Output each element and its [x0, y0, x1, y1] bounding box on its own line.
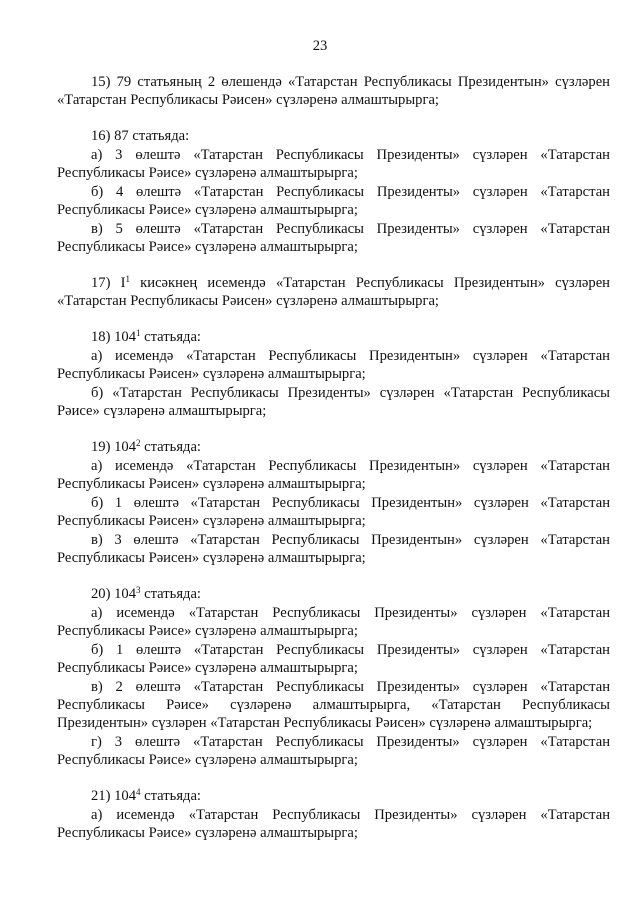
page-body [57, 73, 610, 843]
item-17-text: кисәкнең исемендә «Татарстан Республикасы Президентын» сүзләрен «Татарстан Республикасы Рәисен» сүзләренә алмаштырырга; [57, 275, 610, 309]
item-17-superscript: 1 [125, 274, 130, 284]
item-18-text: статьяда: [140, 329, 201, 345]
item-16a: а) 3 өлештә «Татарстан Республикасы Президенты» сүзләрен «Татарстан Республикасы Рәисе» сүзләренә алмаштырырга; [57, 147, 610, 181]
item-19-heading [57, 438, 610, 456]
item-21-superscript: 4 [136, 787, 141, 797]
item-18-heading [57, 328, 610, 346]
item-21a: а) исемендә «Татарстан Республикасы Президенты» сүзләрен «Татарстан Республикасы Рәисе» сүзләренә алмаштырырга; [57, 807, 610, 841]
item-19-number: 19) 104 [91, 439, 136, 455]
item-18-number: 18) 104 [91, 329, 136, 345]
item-19-superscript: 2 [136, 438, 141, 448]
item-21-heading [57, 787, 610, 805]
item-18-superscript: 1 [136, 328, 141, 338]
item-19a: а) исемендә «Татарстан Республикасы Президентын» сүзләрен «Татарстан Республикасы Рәисен» сүзләренә алмаштырырга; [57, 458, 610, 492]
item-19-text: статьяда: [140, 439, 201, 455]
item-16c: в) 5 өлештә «Татарстан Республикасы Президенты» сүзләрен «Татарстан Республикасы Рәисе» сүзләренә алмаштырырга; [57, 221, 610, 255]
item-18b: б) «Татарстан Республикасы Президенты» сүзләрен «Татарстан Республикасы Рәисе» сүзләренә алмаштырырга; [57, 385, 610, 419]
item-15: 15) 79 статьяның 2 өлешендә «Татарстан Республикасы Президентын» сүзләрен «Татарстан Республикасы Рәисен» сүзләренә алмаштырырга; [57, 74, 610, 108]
item-18a: а) исемендә «Татарстан Республикасы Президентын» сүзләрен «Татарстан Республикасы Рәисен» сүзләренә алмаштырырга; [57, 348, 610, 382]
item-20d: г) 3 өлештә «Татарстан Республикасы Президенты» сүзләрен «Татарстан Республикасы Рәисе» сүзләренә алмаштырырга; [57, 734, 610, 768]
item-20c: в) 2 өлештә «Татарстан Республикасы Президенты» сүзләрен «Татарстан Республикасы Рәисе» сүзләренә алмаштырырга, «Татарстан Республикасы Президентын» сүзләрен «Татарстан Республикасы Рәисен» сүзләренә алмаштырырга; [57, 679, 610, 731]
item-21-text: статьяда: [140, 788, 201, 804]
item-20a: а) исемендә «Татарстан Республикасы Президенты» сүзләрен «Татарстан Республикасы Рәисе» сүзләренә алмаштырырга; [57, 605, 610, 639]
item-19b: б) 1 өлештә «Татарстан Республикасы Президентын» сүзләрен «Татарстан Республикасы Рәисен» сүзләренә алмаштырырга; [57, 495, 610, 529]
item-21-number: 21) 104 [91, 788, 136, 804]
item-20-number: 20) 104 [91, 586, 136, 602]
item-20b: б) 1 өлештә «Татарстан Республикасы Президенты» сүзләрен «Татарстан Республикасы Рәисе» сүзләренә алмаштырырга; [57, 642, 610, 676]
item-17-number: 17) I [91, 275, 126, 291]
item-20-heading [57, 585, 610, 603]
item-17 [57, 274, 610, 310]
item-20-superscript: 3 [136, 585, 141, 595]
item-16-heading: 16) 87 статьяда: [91, 128, 190, 144]
page-number: 23 [312, 38, 328, 54]
item-20-text: статьяда: [140, 586, 201, 602]
item-16b: б) 4 өлештә «Татарстан Республикасы Президенты» сүзләрен «Татарстан Республикасы Рәисе» сүзләренә алмаштырырга; [57, 184, 610, 218]
item-19c: в) 3 өлештә «Татарстан Республикасы Президентын» сүзләрен «Татарстан Республикасы Рәисен» сүзләренә алмаштырырга; [57, 532, 610, 566]
